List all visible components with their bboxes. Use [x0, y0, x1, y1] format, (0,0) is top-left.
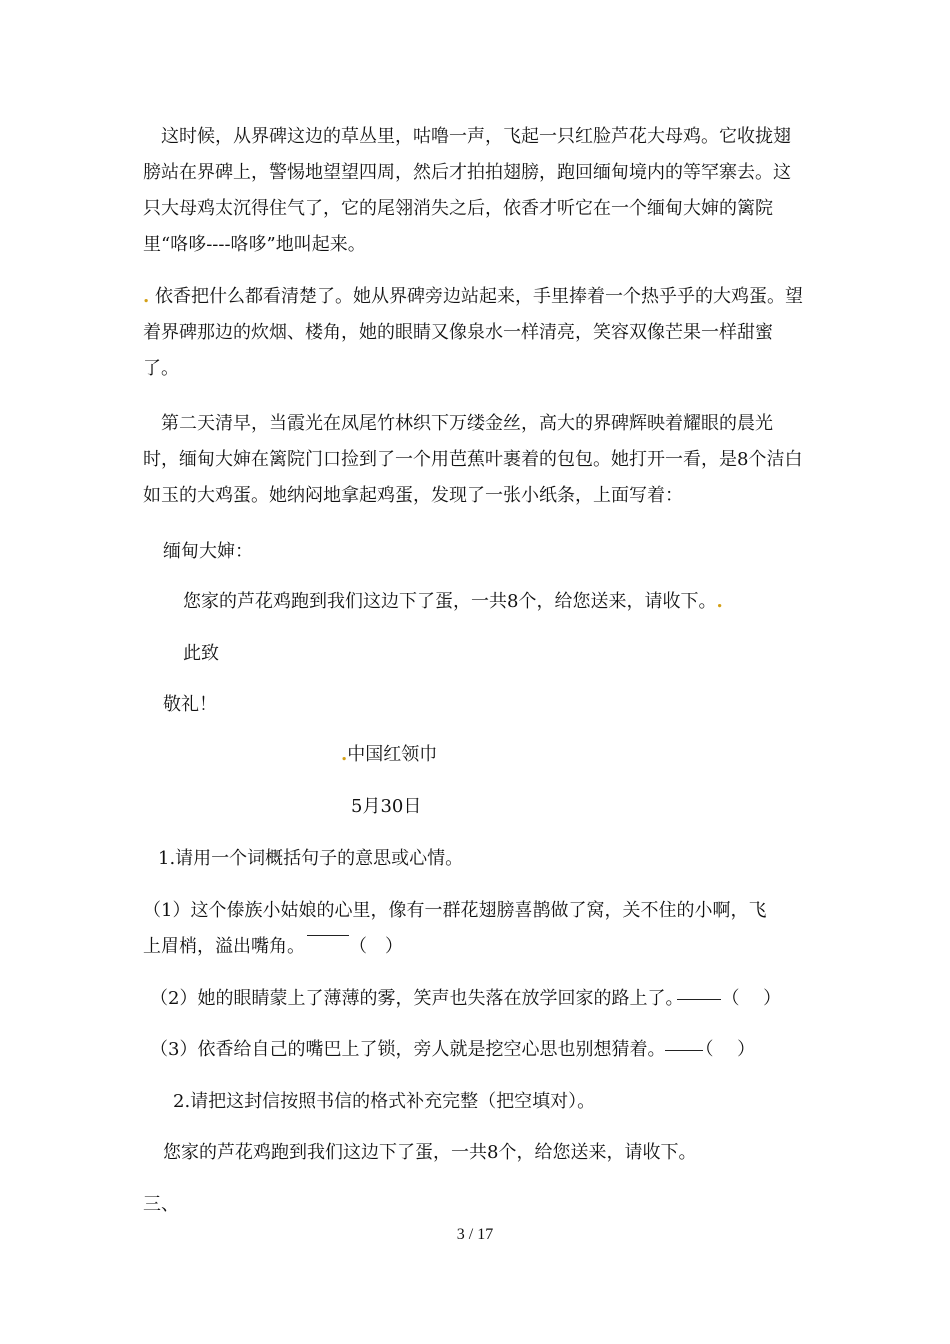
- page-number: 3 / 17: [456, 1226, 494, 1243]
- answer-dash: [305, 935, 349, 959]
- question-1-1-text: 上眉梢，溢出嘴角。: [143, 936, 305, 957]
- answer-blank[interactable]: （ ）: [349, 936, 403, 957]
- question-2-title: 2.请把这封信按照书信的格式补充完整（把空填对）。: [173, 1091, 596, 1112]
- question-1-3-text: （3）依香给自己的嘴巴上了锁，旁人就是挖空心思也别想猜着。: [150, 1039, 666, 1060]
- answer-blank[interactable]: （ ）: [695, 1039, 756, 1060]
- question-2-text: 您家的芦花鸡跑到我们这边下了蛋，一共8个，给您送来，请收下。: [163, 1142, 697, 1163]
- letter-closing-1: 此致: [183, 643, 219, 664]
- letter-body: [183, 590, 723, 614]
- letter-signature: [341, 743, 437, 767]
- letter-date: 5月30日: [351, 796, 422, 817]
- paragraph-2: [143, 279, 803, 387]
- question-1-1-line-1: （1）这个傣族小姑娘的心里，像有一群花翅膀喜鹊做了窝，关不住的小啊，飞: [143, 900, 767, 921]
- letter-body-text: 您家的芦花鸡跑到我们这边下了蛋，一共8个，给您送来，请收下。: [183, 591, 717, 612]
- paragraph-3: 第二天清早，当霞光在凤尾竹林织下万缕金丝，高大的界碑辉映着耀眼的晨光时，缅甸大婶在篱院门口捡到了一个用芭蕉叶裹着的包包。她打开一看，是8个洁白如玉的大鸡蛋。她纳闷地拿起鸡蛋，发现了一张小纸条，上面写着：: [143, 413, 803, 506]
- highlight-mark: .: [341, 744, 348, 765]
- letter-closing-2: 敬礼！: [163, 694, 217, 715]
- section-3-heading: 三、: [143, 1194, 179, 1215]
- paragraph-2-text: 依香把什么都看清楚了。她从界碑旁边站起来，手里捧着一个热乎乎的大鸡蛋。望着界碑那边的炊烟、楼角，她的眼睛又像泉水一样清亮，笑容双像芒果一样甜蜜了。: [143, 286, 803, 379]
- question-1-2-text: （2）她的眼睛蒙上了薄薄的雾，笑声也失落在放学回家的路上了。: [150, 988, 684, 1009]
- paragraph-1: 这时候，从界碑这边的草丛里，咕噜一声，飞起一只红脸芦花大母鸡。它收拢翅膀站在界碑上，警惕地望望四周，然后才拍拍翅膀，跑回缅甸境内的等罕寨去。这只大母鸡太沉得住气了，它的尾翎消失之后，依香才听它在一个缅甸大婶的篱院里“咯哆----咯哆”地叫起来。: [143, 126, 791, 255]
- answer-dash: [677, 999, 721, 1000]
- question-1-2: [150, 987, 781, 1011]
- highlight-mark: .: [716, 591, 723, 612]
- question-1-1-line-2: [143, 935, 403, 959]
- question-1-3: [150, 1038, 755, 1062]
- letter-salutation: 缅甸大婶：: [163, 541, 253, 562]
- question-1-title: 1.请用一个词概括句子的意思或心情。: [158, 848, 464, 869]
- signature-text: 中国红领巾: [347, 744, 438, 765]
- answer-blank[interactable]: （ ）: [721, 988, 782, 1009]
- highlight-mark: .: [143, 286, 150, 307]
